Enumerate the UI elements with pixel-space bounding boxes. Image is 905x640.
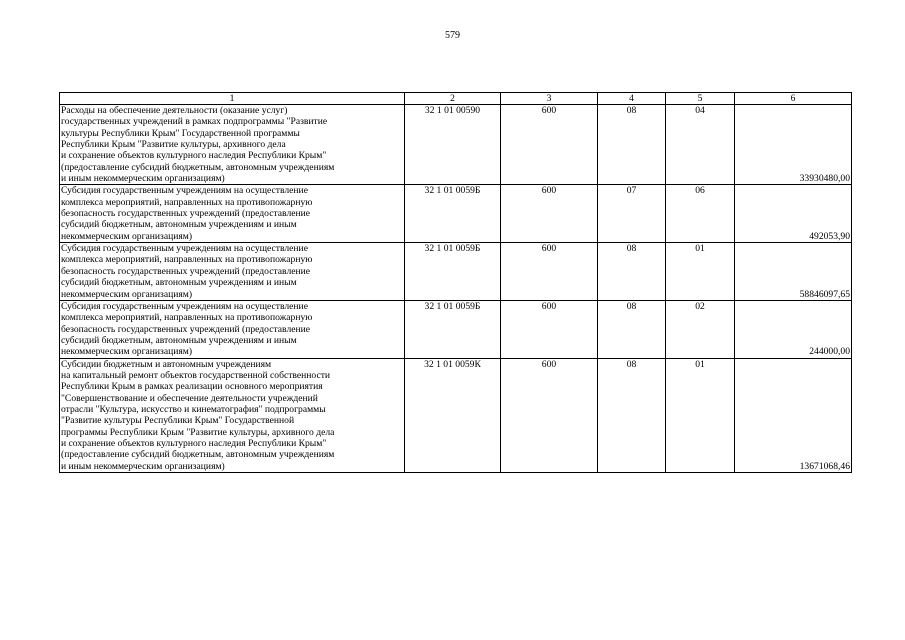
subsection-cell: 02 bbox=[666, 300, 735, 358]
expense-type-cell: 600 bbox=[501, 105, 598, 185]
amount-cell: 58846097,65 bbox=[735, 243, 852, 301]
table-row bbox=[60, 105, 852, 185]
target-code-cell: 32 1 01 0059Б bbox=[405, 243, 501, 301]
page-number: 579 bbox=[445, 30, 460, 41]
section-cell: 08 bbox=[598, 105, 666, 185]
table-row bbox=[60, 300, 852, 358]
section-cell: 08 bbox=[598, 300, 666, 358]
expense-name-cell: Расходы на обеспечение деятельности (оказание услуг) государственных учреждений в рамках подпрограммы "Развитие культуры Республики Крым" Государственной программы Республики Крым "Развитие культуры, архивного дела и сохранение объектов культурного наследия Республики Крым" (предоставление субсидий бюджетным, автономным учреждениям и иным некоммерческим организациям) bbox=[60, 105, 405, 185]
table-row bbox=[60, 358, 852, 472]
header-row bbox=[60, 93, 852, 105]
expense-type-cell: 600 bbox=[501, 243, 598, 301]
subsection-cell: 01 bbox=[666, 243, 735, 301]
expense-type-cell: 600 bbox=[501, 185, 598, 243]
expense-name-cell: Субсидия государственным учреждениям на осуществление комплекса мероприятий, направленных на противопожарную безопасность государственных учреждений (предоставление субсидий бюджетным, автономным учреждениям и иным некоммерческим организациям) bbox=[60, 243, 405, 301]
subsection-cell: 01 bbox=[666, 358, 735, 472]
section-cell: 07 bbox=[598, 185, 666, 243]
expense-name-cell: Субсидии бюджетным и автономным учреждениям на капитальный ремонт объектов государственной собственности Республики Крым в рамках реализации основного мероприятия "Совершенствование и обеспечение деятельности учреждений отрасли "Культура, искусство и кинематография" подпрограммы "Развитие культуры Республики Крым" Государственной программы Республики Крым "Развитие культуры, архивного дела и сохранение объектов культурного наследия Республики Крым" (предоставление субсидий бюджетным, автономным учреждениям и иным некоммерческим организациям) bbox=[60, 358, 405, 472]
section-cell: 08 bbox=[598, 358, 666, 472]
amount-cell: 492053,90 bbox=[735, 185, 852, 243]
column-header-6: 6 bbox=[735, 93, 852, 105]
target-code-cell: 32 1 01 0059Б bbox=[405, 185, 501, 243]
target-code-cell: 32 1 01 0059Б bbox=[405, 300, 501, 358]
subsection-cell: 06 bbox=[666, 185, 735, 243]
expense-type-cell: 600 bbox=[501, 358, 598, 472]
column-header-1: 1 bbox=[60, 93, 405, 105]
table-row bbox=[60, 243, 852, 301]
expense-type-cell: 600 bbox=[501, 300, 598, 358]
expense-name-cell: Субсидия государственным учреждениям на осуществление комплекса мероприятий, направленных на противопожарную безопасность государственных учреждений (предоставление субсидий бюджетным, автономным учреждениям и иным некоммерческим организациям) bbox=[60, 300, 405, 358]
section-cell: 08 bbox=[598, 243, 666, 301]
column-header-5: 5 bbox=[666, 93, 735, 105]
expense-name-cell: Субсидия государственным учреждениям на осуществление комплекса мероприятий, направленных на противопожарную безопасность государственных учреждений (предоставление субсидий бюджетным, автономным учреждениям и иным некоммерческим организациям) bbox=[60, 185, 405, 243]
amount-cell: 244000,00 bbox=[735, 300, 852, 358]
budget-table bbox=[59, 92, 852, 473]
column-header-2: 2 bbox=[405, 93, 501, 105]
target-code-cell: 32 1 01 0059К bbox=[405, 358, 501, 472]
amount-cell: 33930480,00 bbox=[735, 105, 852, 185]
target-code-cell: 32 1 01 00590 bbox=[405, 105, 501, 185]
column-header-3: 3 bbox=[501, 93, 598, 105]
table-row bbox=[60, 185, 852, 243]
amount-cell: 13671068,46 bbox=[735, 358, 852, 472]
subsection-cell: 04 bbox=[666, 105, 735, 185]
column-header-4: 4 bbox=[598, 93, 666, 105]
